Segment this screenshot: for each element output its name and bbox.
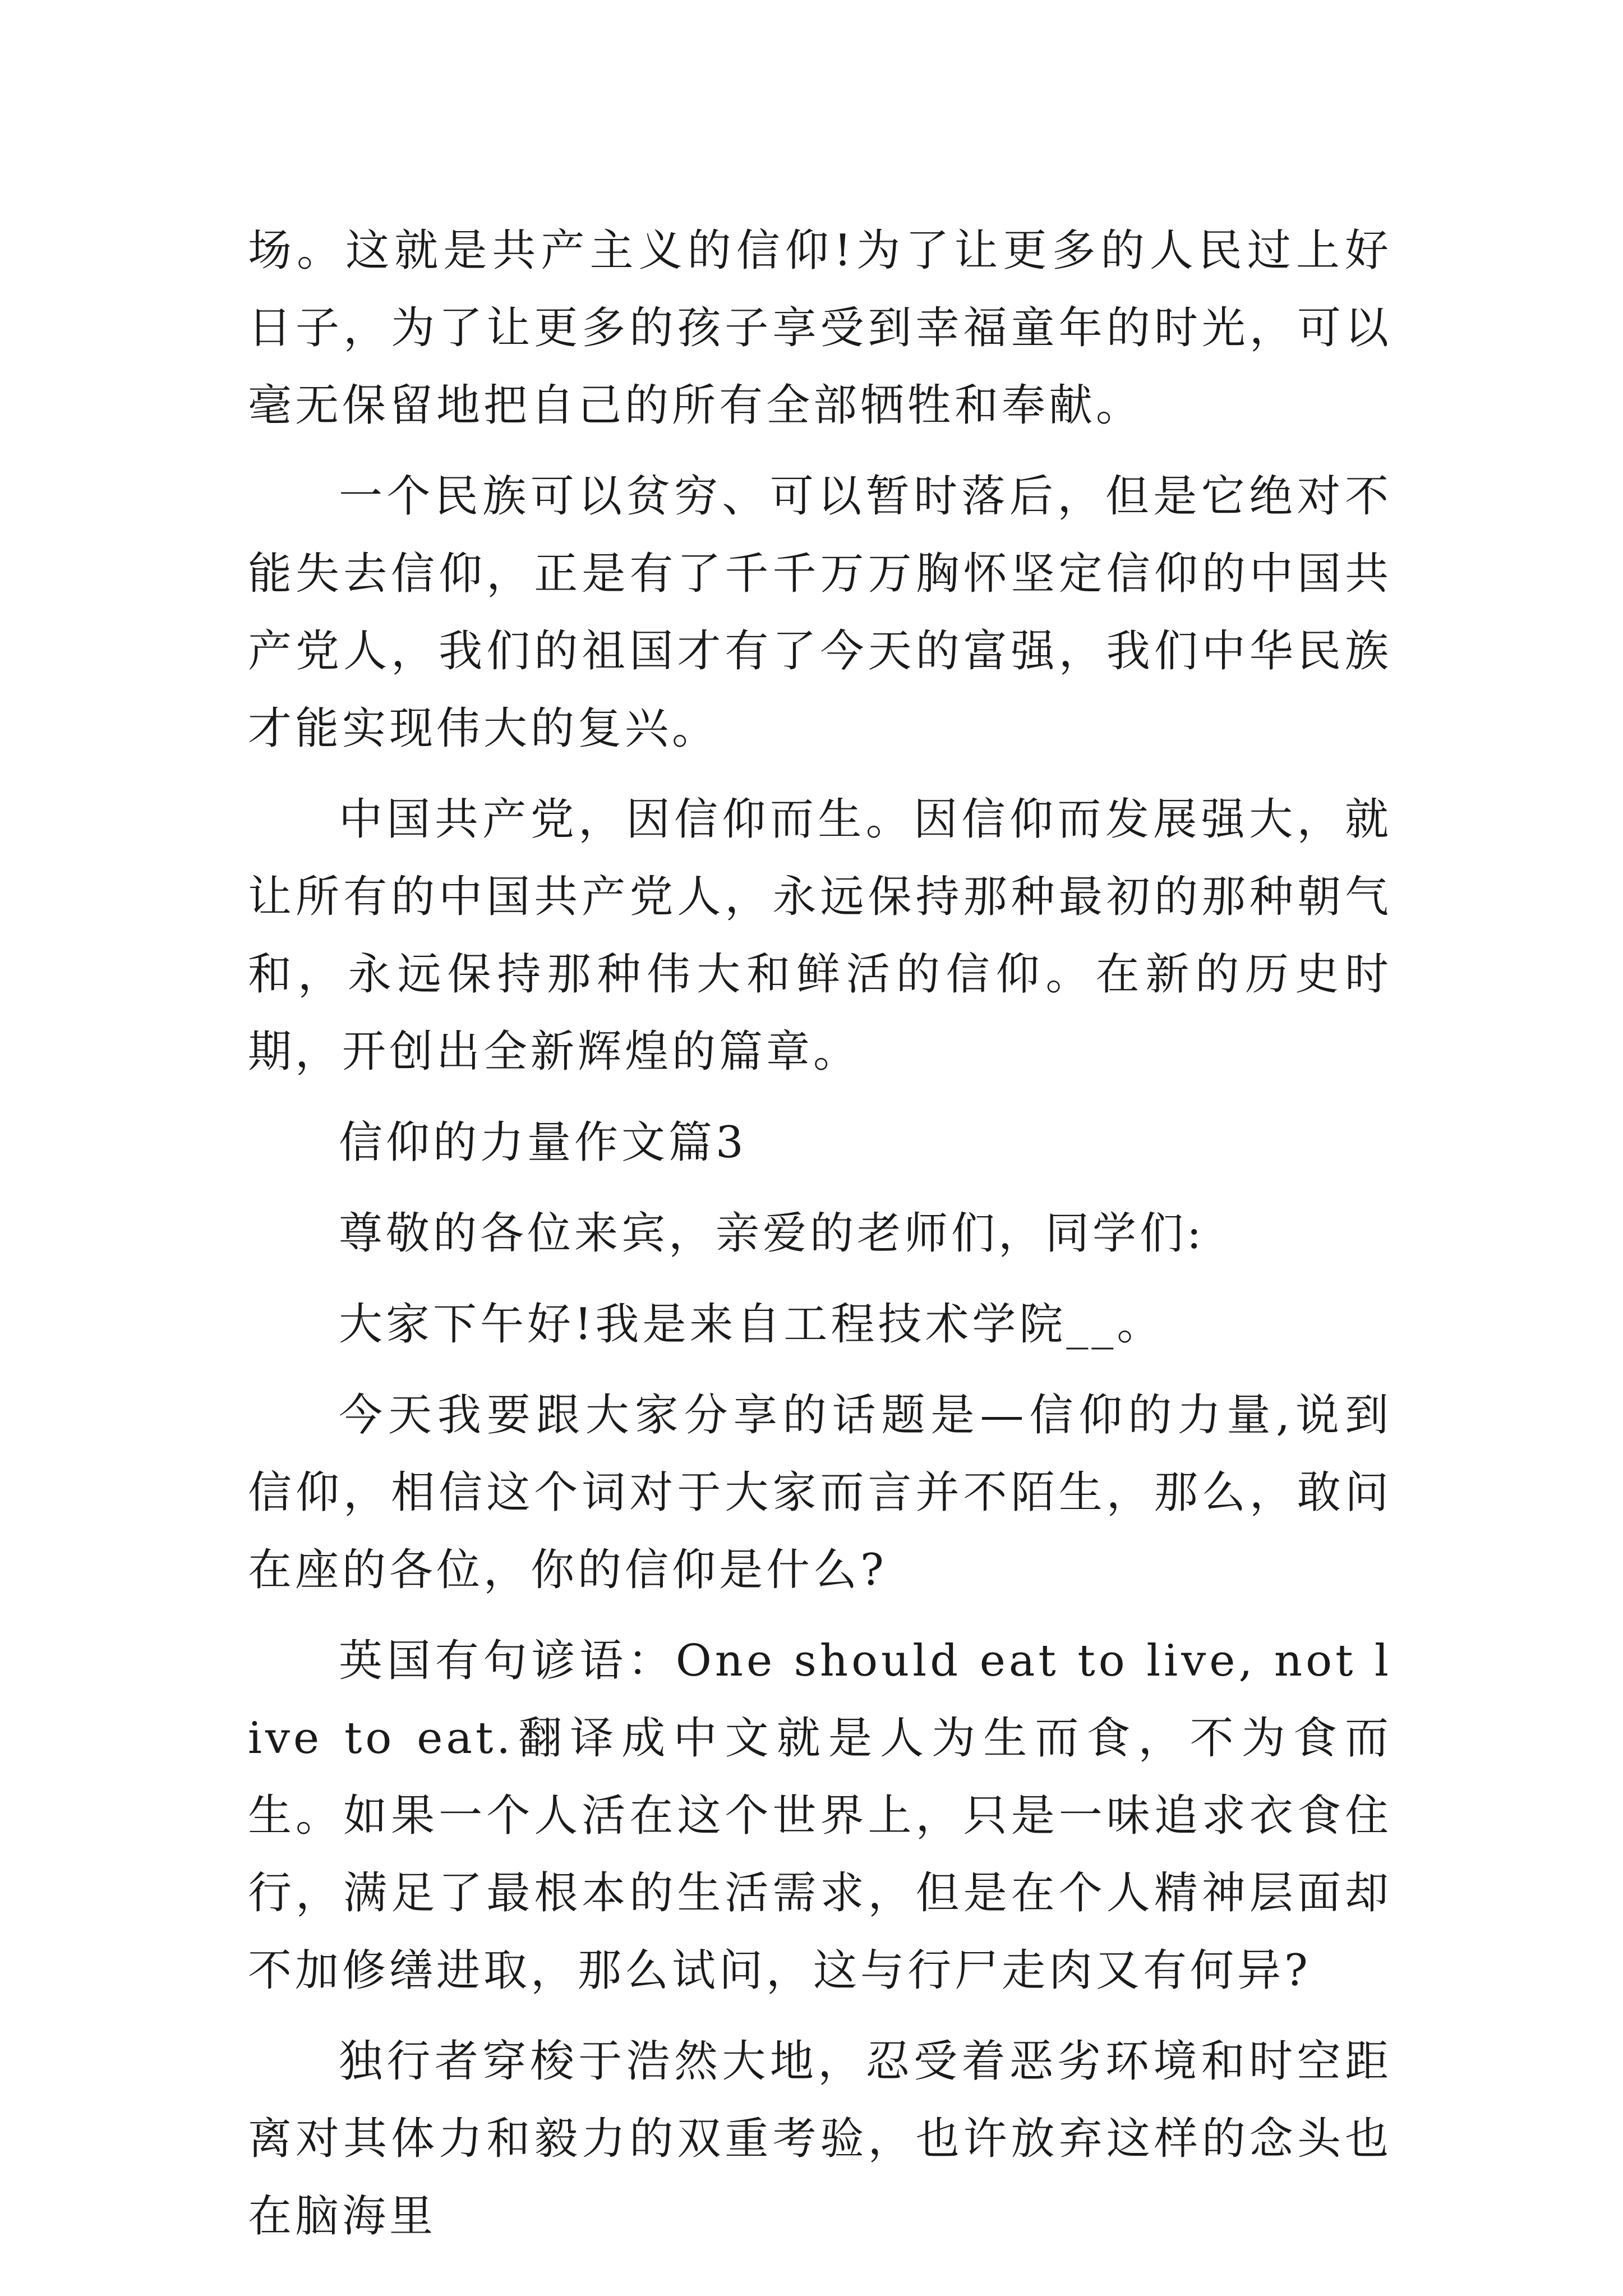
paragraph-proverb: 英国有句谚语：One should eat to live, not live to eat.翻译成中文就是人为生而食，不为食而生。如果一个人活在这个世界上，只是一味追求衣食住行，满足了最根本的生活需求，但是在个人精神层面却不加修缮进取，那么试问，这与行尸走肉又有何异? [248, 1636, 1392, 1996]
paragraph-1: 场。这就是共产主义的信仰!为了让更多的人民过上好日子，为了让更多的孩子享受到幸福童年的时光，可以毫无保留地把自己的所有全部牺牲和奉献。 [248, 226, 1392, 431]
paragraph-2: 一个民族可以贫穷、可以暂时落后，但是它绝对不能失去信仰，正是有了千千万万胸怀坚定信仰的中国共产党人，我们的祖国才有了今天的富强，我们中华民族才能实现伟大的复兴。 [248, 471, 1392, 754]
paragraph-3: 中国共产党，因信仰而生。因信仰而发展强大，就让所有的中国共产党人，永远保持那种最初的那种朝气和，永远保持那种伟大和鲜活的信仰。在新的历史时期，开创出全新辉煌的篇章。 [248, 794, 1392, 1077]
salutation: 尊敬的各位来宾，亲爱的老师们，同学们: [339, 1208, 1205, 1259]
document-body [248, 212, 1392, 2269]
greeting: 大家下午好!我是来自工程技术学院__。 [339, 1299, 1164, 1350]
paragraph-topic: 今天我要跟大家分享的话题是—信仰的力量,说到信仰，相信这个词对于大家而言并不陌生，那么，敢问在座的各位，你的信仰是什么? [248, 1390, 1392, 1595]
paragraph-traveler: 独行者穿梭于浩然大地，忍受着恶劣环境和时空距离对其体力和毅力的双重考验，也许放弃这样的念头也在脑海里 [248, 2036, 1392, 2242]
section-heading: 信仰的力量作文篇3 [339, 1117, 747, 1168]
